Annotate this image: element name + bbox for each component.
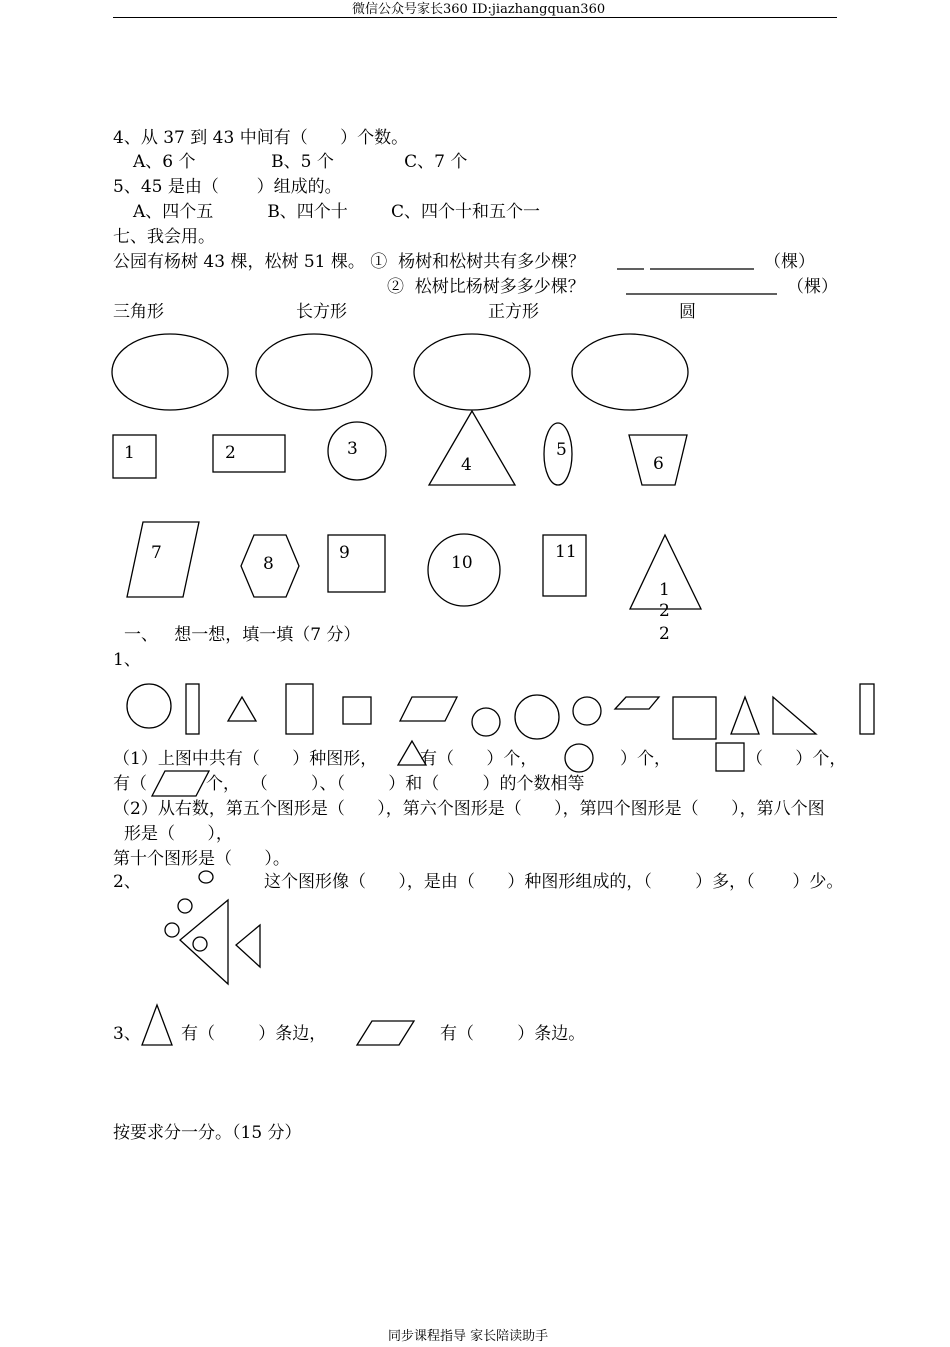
shape-9-square: [328, 535, 385, 592]
shape-5-label: 5: [556, 440, 567, 460]
q1-line2a: 有（: [113, 774, 147, 794]
category-oval-rectangle: [256, 334, 372, 410]
q1-line1b: 有（ ）个，: [420, 749, 538, 769]
page-footer: 同步课程指导 家长陪读助手: [388, 1329, 549, 1344]
q2-line1: （2）从右数，第五个图形是（ ），第六个图形是（ ），第四个图形是（ ），第八个图: [113, 799, 825, 819]
shape-12-label-c: 2: [659, 624, 670, 644]
q4-question: 4、从 37 到 43 中间有（ ）个数。: [113, 128, 409, 148]
shape-8-label: 8: [263, 554, 274, 574]
shape-3-label: 3: [347, 439, 358, 459]
q2-line3: 第十个图形是（ ）。: [113, 849, 290, 869]
fish-eye-circle: [193, 937, 207, 951]
shape-7-label: 7: [151, 543, 162, 563]
part1-item1: 1、: [113, 650, 141, 670]
shape-11-label: 11: [555, 542, 577, 562]
q1-line1c: ）个，: [620, 749, 671, 769]
row-bar-2: [860, 684, 874, 734]
section7-unit1: （棵）: [764, 252, 815, 272]
row-triangle-2: [731, 697, 759, 734]
fish-tail-triangle: [236, 925, 260, 967]
shape-2-label: 2: [225, 443, 236, 463]
shape-1-label: 1: [124, 443, 135, 463]
row-square-1: [343, 697, 371, 724]
section7-title: 七、我会用。: [113, 227, 215, 247]
row-bar-1: [186, 684, 199, 734]
shape-12-label-b: 2: [659, 601, 670, 621]
part1-title: 一、 想一想，填一填（7 分）: [124, 625, 361, 645]
q2-line2: 形是（ ），: [124, 824, 233, 844]
shape-7-parallelogram: [127, 522, 199, 597]
fish-bubble-left: [165, 923, 179, 937]
shape-2-rectangle: [213, 435, 285, 472]
item3-triangle-icon: [142, 1005, 172, 1045]
row-triangle-1: [228, 697, 256, 721]
part2-title: 按要求分一分。（15 分）: [113, 1123, 302, 1143]
row-parallelogram-1: [400, 697, 457, 721]
row-circle-2: [472, 708, 500, 736]
item2-number: 2、: [113, 872, 141, 892]
item3-parallelogram-icon: [357, 1021, 414, 1045]
shape-4-triangle: [429, 411, 515, 485]
shape-12-label-a: 1: [659, 580, 670, 600]
q4-options: A、6 个 B、5 个 C、7 个: [133, 152, 468, 172]
item3-text-b: 有（ ）条边。: [440, 1024, 586, 1044]
item3-number: 3、: [113, 1024, 141, 1044]
page-header: 微信公众号家长360 ID:jiazhangquan360: [352, 2, 606, 17]
inline-circle-icon: [565, 744, 593, 772]
section7-line2: ② 松树比杨树多多少棵？: [387, 277, 585, 297]
row-right-triangle: [773, 697, 816, 734]
row-circle-4: [573, 697, 601, 725]
row-parallelogram-2: [615, 697, 659, 709]
inline-square-icon: [716, 743, 744, 771]
row-circle-3: [515, 695, 559, 739]
q5-options: A、四个五 B、四个十 C、四个十和五个一: [133, 202, 541, 222]
row-rectangle-1: [286, 684, 313, 734]
row-circle-1: [127, 684, 171, 728]
category-oval-square: [414, 334, 530, 410]
section7-line1: 公园有杨树 43 棵，松树 51 棵。 ① 杨树和松树共有多少棵？: [113, 252, 586, 272]
section7-unit2: （棵）: [787, 277, 838, 297]
shape-4-label: 4: [461, 455, 472, 475]
shape-6-label: 6: [653, 454, 664, 474]
shape-10-label: 10: [451, 553, 473, 573]
row-square-2: [673, 697, 716, 739]
q5-question: 5、45 是由（ ）组成的。: [113, 177, 342, 197]
category-oval-triangle: [112, 334, 228, 410]
fish-bubble-middle: [178, 899, 192, 913]
item3-text-a: 有（ ）条边，: [181, 1024, 327, 1044]
q1-line1d: （ ）个，: [746, 749, 847, 769]
q1-line1a: （1）上图中共有（ ）种图形，: [113, 749, 378, 769]
category-triangle: 三角形: [113, 302, 164, 322]
q1-line2b: 个， （ ）、（ ）和（ ）的个数相等: [206, 774, 585, 794]
shape-9-label: 9: [339, 543, 350, 563]
item2-text: 这个图形像（ ），是由（ ）种图形组成的，（ ）多，（ ）少。: [264, 872, 844, 892]
category-square: 正方形: [488, 302, 539, 322]
inline-parallelogram-icon: [152, 771, 209, 796]
category-circle: 圆: [679, 302, 696, 322]
category-rectangle: 长方形: [296, 302, 347, 322]
fish-bubble-top: [199, 871, 213, 883]
category-oval-circle: [572, 334, 688, 410]
